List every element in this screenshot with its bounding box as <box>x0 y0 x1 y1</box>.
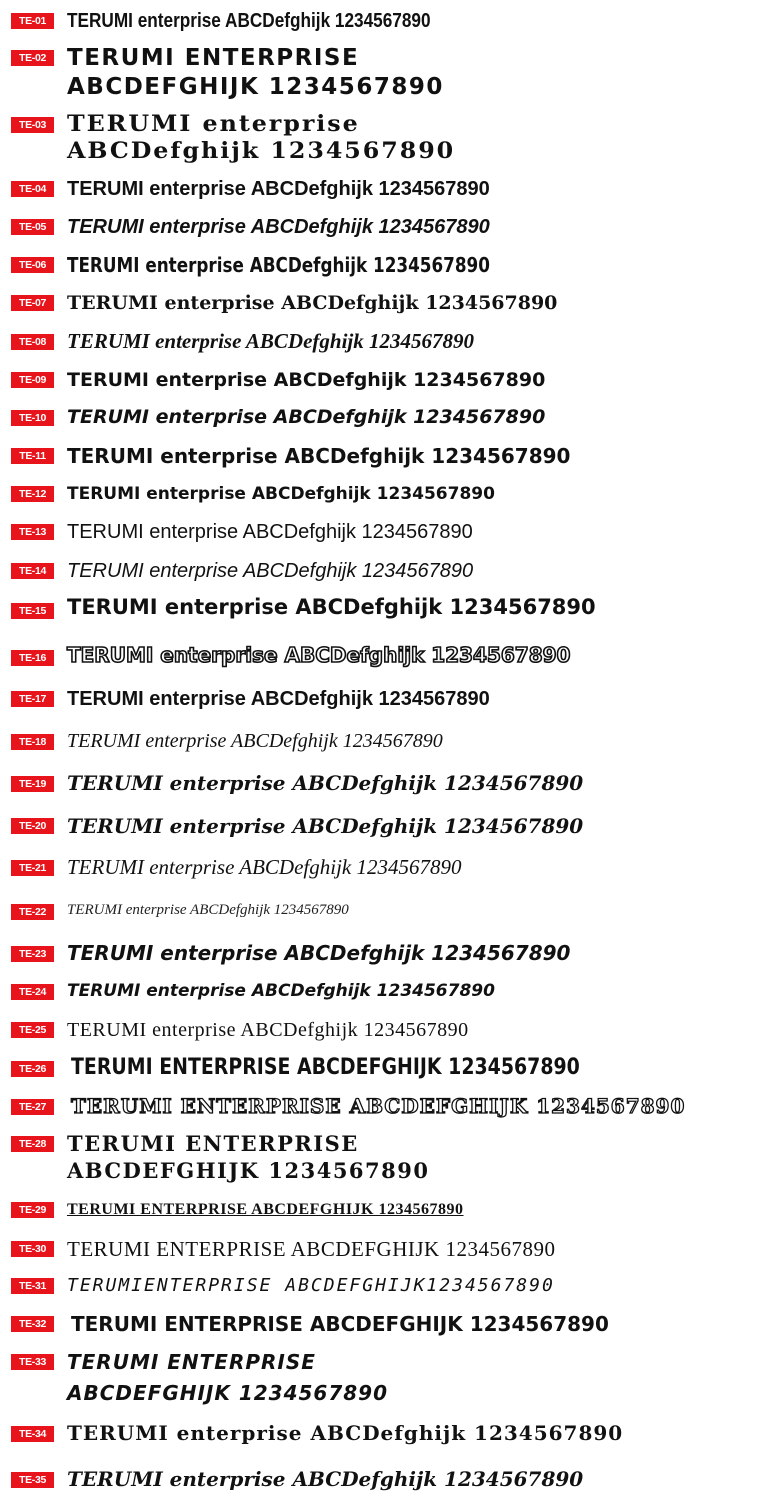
font-code-badge: TE-20 <box>11 818 54 834</box>
font-sample-text: TERUMI enterprise ABCDefghijk 1234567890 <box>67 643 571 667</box>
font-code-badge: TE-10 <box>11 410 54 426</box>
font-sample-text: TERUMI ENTERPRISE ABCDEFGHIJK 1234567890 <box>71 1312 609 1336</box>
font-sample-text: TERUMIENTERPRISE ABCDEFGHIJK1234567890 <box>67 1275 555 1296</box>
font-sample-text: ABCDEFGHIJK 1234567890 <box>67 1158 430 1183</box>
font-sample-text: TERUMI enterprise ABCDefghijk 1234567890 <box>67 444 571 468</box>
font-code-badge: TE-33 <box>11 1354 54 1370</box>
font-sample-text: TERUMI ENTERPRISE <box>67 45 360 71</box>
font-sample-text: TERUMI enterprise ABCDefghijk 1234567890 <box>67 1019 469 1041</box>
font-code-badge: TE-19 <box>11 776 54 792</box>
font-sample-text: ABCDEFGHIJK 1234567890 <box>67 74 444 100</box>
font-sample-text: TERUMI enterprise ABCDefghijk 1234567890 <box>67 253 490 277</box>
font-code-badge: TE-13 <box>11 524 54 540</box>
font-sample-text: TERUMI enterprise ABCDefghijk 1234567890 <box>67 292 558 314</box>
font-code-badge: TE-15 <box>11 603 54 619</box>
font-sample-text: TERUMI enterprise ABCDefghijk 1234567890 <box>67 329 474 353</box>
font-code-badge: TE-17 <box>11 691 54 707</box>
font-sample-text: TERUMI ENTERPRISE <box>67 1350 316 1374</box>
font-code-badge: TE-12 <box>11 486 54 502</box>
font-code-badge: TE-01 <box>11 13 54 29</box>
font-sample-text: TERUMI enterprise ABCDefghijk 1234567890 <box>67 814 584 838</box>
font-code-badge: TE-14 <box>11 563 54 579</box>
font-code-badge: TE-34 <box>11 1426 54 1442</box>
font-code-badge: TE-28 <box>11 1136 54 1152</box>
font-code-badge: TE-21 <box>11 860 54 876</box>
font-code-badge: TE-29 <box>11 1202 54 1218</box>
font-sample-text: TERUMI enterprise ABCDefghijk 1234567890 <box>67 730 443 752</box>
font-code-badge: TE-35 <box>11 1472 54 1488</box>
font-sample-text: TERUMI enterprise ABCDefghijk 1234567890 <box>67 902 349 918</box>
font-sample-text: ABCDEFGHIJK 1234567890 <box>67 1381 388 1405</box>
font-code-badge: TE-31 <box>11 1278 54 1294</box>
font-sample-text: TERUMI enterprise ABCDefghijk 1234567890 <box>67 688 490 710</box>
font-sample-text: TERUMI enterprise ABCDefghijk 1234567890 <box>67 484 495 504</box>
font-code-badge: TE-24 <box>11 984 54 1000</box>
font-code-badge: TE-06 <box>11 257 54 273</box>
font-code-badge: TE-16 <box>11 650 54 666</box>
font-sample-text: ABCDefghijk 1234567890 <box>67 138 456 164</box>
font-sample-text: TERUMI enterprise ABCDefghijk 1234567890 <box>67 981 495 1001</box>
font-code-badge: TE-04 <box>11 181 54 197</box>
font-code-badge: TE-18 <box>11 734 54 750</box>
font-code-badge: TE-22 <box>11 904 54 920</box>
font-sample-text: TERUMI ENTERPRISE <box>67 1131 359 1156</box>
font-sample-text: TERUMI enterprise ABCDefghijk 1234567890 <box>67 1467 584 1491</box>
font-sample-text: TERUMI enterprise ABCDefghijk 1234567890 <box>67 178 490 200</box>
font-sample-text: TERUMI enterprise ABCDefghijk 1234567890 <box>67 595 596 619</box>
font-sample-text: TERUMI enterprise ABCDefghijk 1234567890 <box>67 941 571 965</box>
font-code-badge: TE-11 <box>11 448 54 464</box>
font-code-badge: TE-23 <box>11 946 54 962</box>
font-sample-text: TERUMI enterprise ABCDefghijk 1234567890 <box>67 771 584 795</box>
font-sample-text: TERUMI enterprise ABCDefghijk 1234567890 <box>67 216 490 238</box>
font-sample-text: TERUMI ENTERPRISE ABCDEFGHIJK 1234567890 <box>71 1094 686 1118</box>
font-code-badge: TE-27 <box>11 1099 54 1115</box>
font-code-badge: TE-09 <box>11 372 54 388</box>
font-code-badge: TE-05 <box>11 219 54 235</box>
font-sample-text: TERUMI ENTERPRISE ABCDEFGHIJK 1234567890 <box>67 1237 556 1261</box>
font-sample-text: TERUMI enterprise ABCDefghijk 1234567890 <box>67 10 431 32</box>
font-sample-text: TERUMI enterprise ABCDefghijk 1234567890 <box>67 521 473 543</box>
font-code-badge: TE-07 <box>11 295 54 311</box>
font-sample-text: TERUMI enterprise ABCDefghijk 1234567890 <box>67 855 462 879</box>
font-code-badge: TE-32 <box>11 1316 54 1332</box>
font-sample-text: TERUMI enterprise ABCDefghijk 1234567890 <box>67 560 474 582</box>
font-sample-text: TERUMI enterprise ABCDefghijk 1234567890 <box>67 1421 624 1445</box>
font-code-badge: TE-08 <box>11 334 54 350</box>
font-sample-text: TERUMI ENTERPRISE ABCDEFGHIJK 1234567890 <box>67 1201 464 1218</box>
font-code-badge: TE-03 <box>11 117 54 133</box>
font-code-badge: TE-30 <box>11 1241 54 1257</box>
font-sample-text: TERUMI enterprise <box>67 111 360 137</box>
font-code-badge: TE-25 <box>11 1022 54 1038</box>
font-sample-text: TERUMI ENTERPRISE ABCDEFGHIJK 1234567890 <box>71 1055 580 1080</box>
font-sample-text: TERUMI enterprise ABCDefghijk 1234567890 <box>67 406 546 428</box>
font-code-badge: TE-26 <box>11 1061 54 1077</box>
font-code-badge: TE-02 <box>11 50 54 66</box>
font-sample-text: TERUMI enterprise ABCDefghijk 1234567890 <box>67 369 546 391</box>
